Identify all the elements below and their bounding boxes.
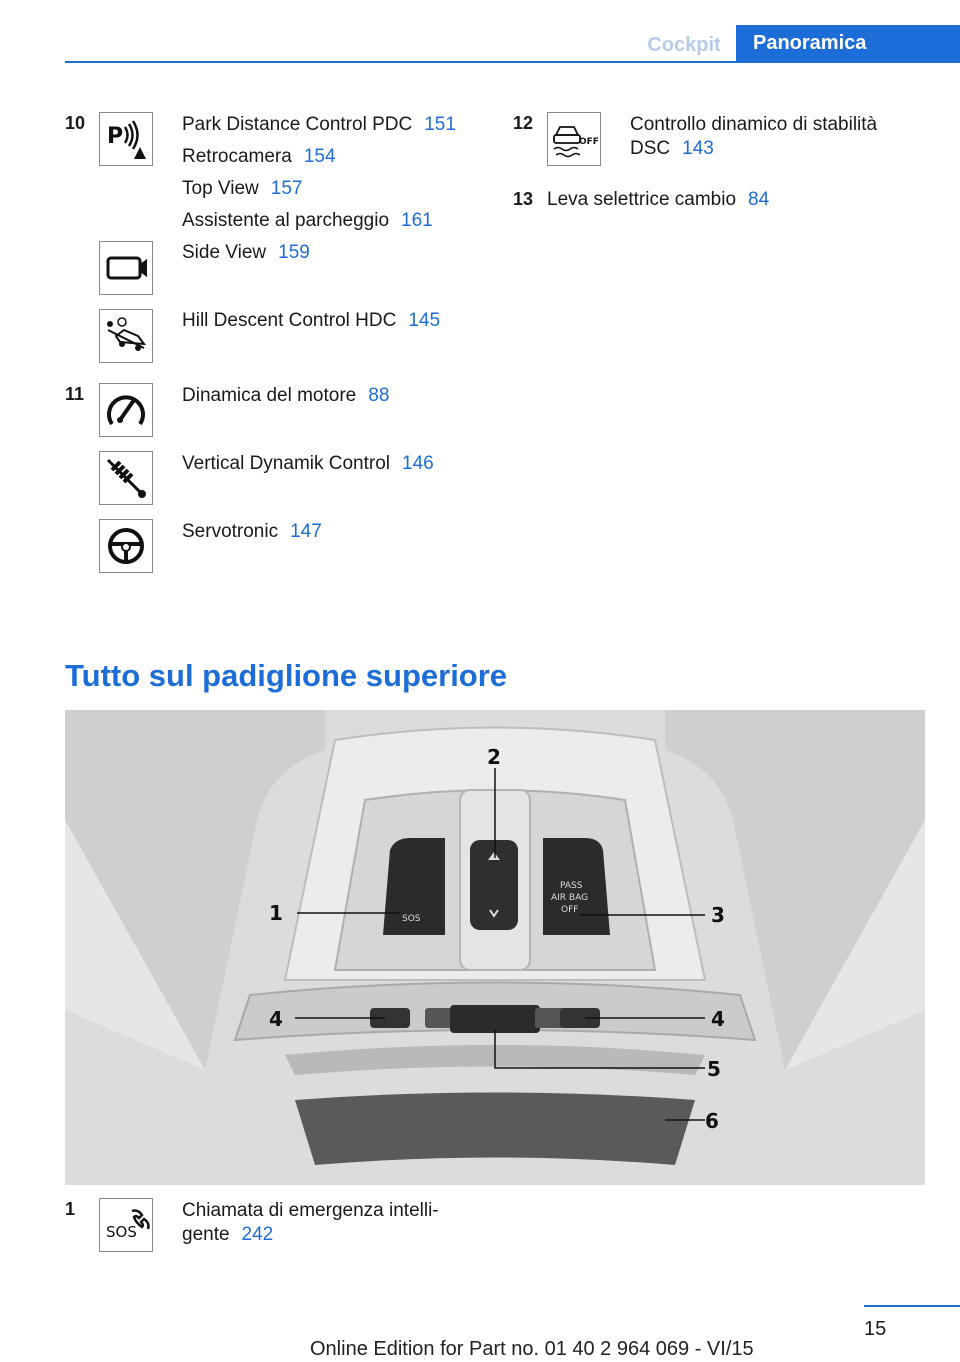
list-item: Top View 157: [182, 178, 303, 199]
sos-icon: [99, 1198, 153, 1252]
page-number: 15: [864, 1318, 887, 1340]
svg-text:OFF: OFF: [561, 905, 579, 915]
list-item: Park Distance Control PDC 151: [182, 114, 456, 135]
list-item: Leva selettrice cambio 84: [547, 189, 770, 210]
list-item: Hill Descent Control HDC 145: [182, 310, 441, 331]
header-tabs: [0, 25, 960, 62]
edition-note: Online Edition for Part no. 01 40 2 964 069 - VI/15: [310, 1338, 754, 1360]
page-link[interactable]: 146: [402, 453, 434, 474]
hdc-icon: [99, 309, 153, 363]
svg-text:AIR BAG: AIR BAG: [551, 893, 589, 903]
svg-text:PASS: PASS: [560, 881, 583, 891]
header-divider: [65, 61, 960, 63]
callout-5: 5: [707, 1057, 721, 1081]
footer-divider: [864, 1305, 960, 1307]
engine-dynamics-icon: [99, 383, 153, 437]
callout-4-right: 4: [711, 1007, 725, 1031]
callout-6: 6: [705, 1109, 719, 1133]
svg-text:OFF: OFF: [579, 137, 599, 147]
callout-4-left: 4: [269, 1007, 283, 1031]
page-link[interactable]: 145: [408, 310, 441, 331]
side-view-icon: [99, 241, 153, 295]
page-link[interactable]: 242: [241, 1224, 274, 1245]
list-item: Assistente al parcheggio 161: [182, 210, 433, 231]
item-number-10: 10: [65, 113, 86, 133]
page-link[interactable]: 161: [401, 210, 433, 231]
list-item: Servotronic 147: [182, 521, 322, 542]
svg-text:SOS: SOS: [106, 1223, 137, 1241]
item-number-11: 11: [65, 384, 85, 404]
list-item: Controllo dinamico di stabilità DSC 143: [630, 114, 878, 159]
steering-wheel-icon: [99, 519, 153, 573]
item-number-1: 1: [65, 1199, 76, 1219]
page-link[interactable]: 157: [270, 178, 303, 199]
page-link[interactable]: 88: [368, 385, 390, 406]
pdc-icon: [99, 112, 153, 166]
page-link[interactable]: 147: [290, 521, 322, 542]
list-item: Retrocamera 154: [182, 146, 336, 167]
roof-console-figure: [65, 710, 925, 1185]
list-item: Chiamata di emergenza intelli- gente 242: [182, 1200, 439, 1245]
shock-absorber-icon: [99, 451, 153, 505]
list-item: Side View 159: [182, 242, 310, 263]
list-item: Vertical Dynamik Control 146: [182, 453, 434, 474]
page-link[interactable]: 84: [748, 189, 770, 210]
callout-3: 3: [711, 903, 725, 927]
item-number-13: 13: [513, 189, 534, 209]
page-link[interactable]: 159: [278, 242, 310, 263]
tab-panoramica[interactable]: Panoramica: [736, 25, 960, 62]
page-link[interactable]: 151: [424, 114, 456, 135]
section-heading: Tutto sul padiglione superiore: [65, 658, 508, 693]
dsc-off-icon: [547, 112, 601, 166]
callout-2: 2: [487, 745, 501, 769]
page-link[interactable]: 154: [303, 146, 336, 167]
tab-cockpit[interactable]: Cockpit: [647, 34, 721, 56]
list-item: Dinamica del motore 88: [182, 385, 390, 406]
svg-text:P: P: [107, 124, 124, 149]
sos-button-label: SOS: [402, 914, 421, 924]
page-link[interactable]: 143: [682, 138, 714, 159]
item-number-12: 12: [513, 113, 534, 133]
callout-1: 1: [269, 901, 283, 925]
